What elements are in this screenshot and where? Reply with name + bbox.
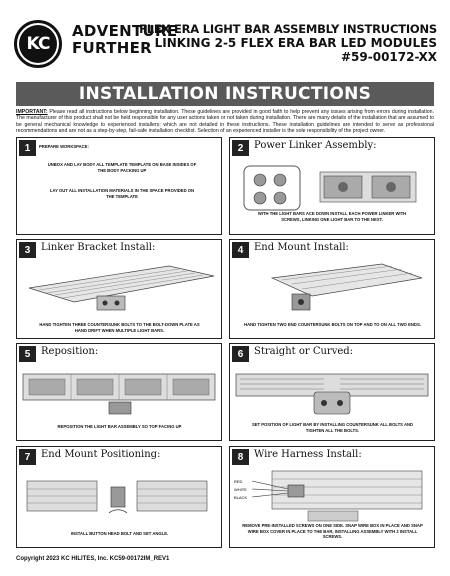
- step-number: 2: [232, 140, 249, 156]
- step-title: Reposition:: [41, 346, 99, 357]
- step-8-text: REMOVE PRE-INSTALLED SCREWS ON ONE SIDE. SNAP WIRE BOX IN PLACE AND SNAP WIRE BOX COVER IN PLACE TO THE BAR, INSTALLING ASSEMBLY WITH 2 INSTALL SCREWS.: [242, 523, 423, 539]
- step-6: [229, 343, 435, 441]
- title-line1: FLEX ERA LIGHT BAR ASSEMBLY INSTRUCTIONS: [139, 22, 437, 36]
- step-1-text-c: LAY OUT ALL INSTALLATION MATERIALS IN THE SPACE PROVIDED ON THE TEMPLATE: [49, 188, 195, 199]
- step-number: 5: [19, 346, 36, 362]
- step-title: End Mount Install:: [254, 242, 349, 253]
- title-line2: LINKING 2-5 FLEX ERA BAR LED MODULES: [154, 36, 437, 50]
- wire-label-white: WHITE: [234, 487, 247, 492]
- step-2-text: WITH THE LIGHT BARS ACE DOWN INSTALL EACH POWER LINKER WITH SCREWS, LINKING ONE LIGHT BAR TO THE NEXT.: [257, 211, 407, 222]
- step-title: Linker Bracket Install:: [41, 242, 156, 253]
- step-number: 4: [232, 242, 249, 258]
- title-line3: #59-00172-XX: [341, 50, 437, 64]
- step-4-text: HAND TIGHTEN TWO END COUNTERSUNK BOLTS ON TOP AND TO ON ALL TWO ENDS.: [244, 322, 421, 327]
- step-5-text: REPOSITION THE LIGHT BAR ASSEMBLY SO TOP FACING UP: [57, 424, 182, 429]
- step-5: [16, 343, 222, 441]
- linker-bracket-illustration: [19, 258, 219, 318]
- kc-logo: [14, 20, 62, 68]
- wire-label-red: RED: [234, 479, 243, 484]
- step-number: 6: [232, 346, 249, 362]
- tagline-line1: ADVENTURE: [72, 22, 178, 40]
- step-3-text: HAND TIGHTEN THREE COUNTERSUNK BOLTS TO THE BOLT-DOWN PLATE AS HAND DRIFT WHEN MULTIPLE LIGHT BARS.: [39, 322, 200, 333]
- intro-label: IMPORTANT:: [16, 109, 48, 115]
- kc-logo-text: KC: [19, 25, 57, 63]
- copyright-footer: Copyright 2023 KC HILITES, Inc. KC59-00172IM_REV1: [16, 556, 170, 562]
- step-3: [16, 239, 222, 339]
- step-8: [229, 446, 435, 548]
- step-title: Power Linker Assembly:: [254, 140, 377, 151]
- wire-harness-illustration: [232, 465, 432, 525]
- tagline-line2: FURTHER: [72, 39, 152, 57]
- step-number: 3: [19, 242, 36, 258]
- step-title: Wire Harness Install:: [254, 449, 362, 460]
- step-1-text-b: UNBOX AND LAY BODY ALL TEMPLATE TEMPLATE ON BASE INSIDES OF THE BODY PACKING UP: [47, 162, 197, 173]
- step-1-heading: PREPARE WORKSPACE:: [39, 144, 89, 149]
- intro-paragraph: [16, 109, 434, 134]
- step-number: 1: [19, 140, 36, 156]
- wire-label-black: BLACK: [234, 495, 248, 500]
- straight-curved-illustration: [232, 364, 432, 420]
- end-mount-illustration: [232, 258, 432, 318]
- step-title: End Mount Positioning:: [41, 449, 161, 460]
- document-title: [139, 22, 437, 64]
- step-2: [229, 137, 435, 235]
- step-1: [16, 137, 222, 235]
- step-title: Straight or Curved:: [254, 346, 354, 357]
- section-banner: INSTALLATION INSTRUCTIONS: [16, 82, 434, 106]
- step-number: 8: [232, 449, 249, 465]
- intro-text: Please read all instructions below beginning installation. These guidelines are provided in good faith to help prevent any issues arising from errors during installation. The manufacturer of this product shall not be held responsible for any user actions taken or not taken during installation. There are many details of the installation that are assumed to be general mechanical knowledge to experienced installers; which are not detailed in these instructions. These installation guidelines are intended to serve as professional recommendations and are not as a step-by-step, fail-safe installation checklist. Selection of an experienced installer is the sole responsibility of the project owner.: [16, 109, 434, 134]
- step-7-text: INSTALL BUTTON HEAD BOLT AND SET ANGLE.: [70, 531, 169, 536]
- step-4: [229, 239, 435, 339]
- reposition-illustration: [19, 364, 219, 420]
- power-linker-illustration: [232, 158, 432, 218]
- step-7: [16, 446, 222, 548]
- step-6-text: SET POSITION OF LIGHT BAR BY INSTALLING COUNTERSUNK ALL BOLTS AND TIGHTEN ALL THE BOLTS.: [251, 422, 414, 433]
- step-number: 7: [19, 449, 36, 465]
- end-mount-positioning-illustration: [19, 467, 219, 527]
